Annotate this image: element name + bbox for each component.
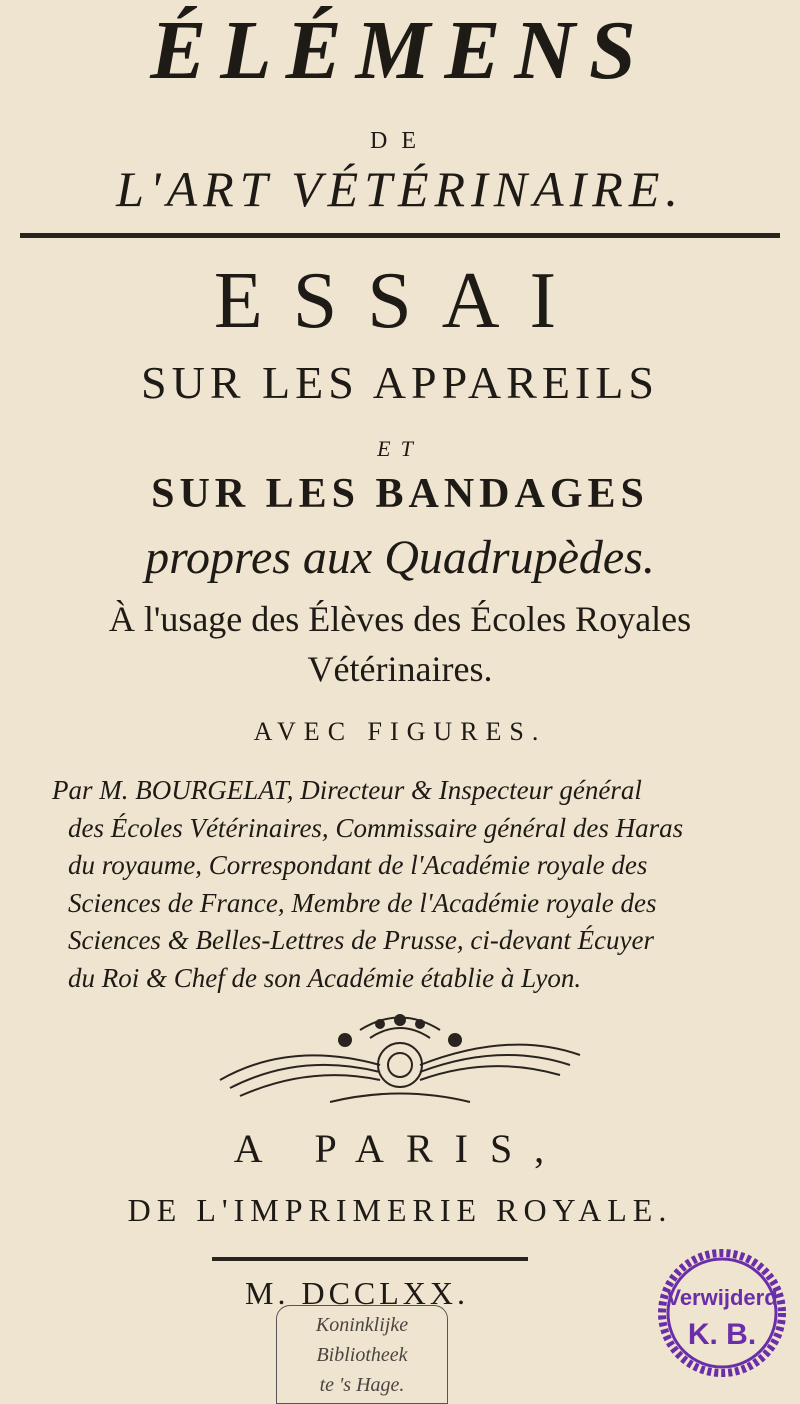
removed-stamp-line2: K. B. [687, 1318, 757, 1351]
author-line: Sciences de France, Membre de l'Académie royale des [68, 887, 657, 918]
line-bandages: SUR LES BANDAGES [151, 471, 649, 517]
title: ÉLÉMENS [150, 4, 650, 97]
year: M. DCCLXX. [245, 1275, 470, 1311]
place: A PARIS, [233, 1126, 567, 1171]
library-stamp [276, 1305, 448, 1404]
author-line: du Roi & Chef de son Académie établie à Lyon. [68, 962, 582, 993]
library-stamp-line: Bibliotheek [316, 1344, 408, 1366]
author-line: du royaume, Correspondant de l'Académie royale des [68, 850, 648, 880]
library-stamp-line: te 's Hage. [319, 1374, 405, 1396]
line-veterinaires: Vétérinaires. [307, 649, 493, 689]
line-propres: propres aux Quadrupèdes. [145, 531, 655, 584]
printer: DE L'IMPRIMERIE ROYALE. [127, 1192, 673, 1228]
removed-stamp-line1: Verwijderd [666, 1285, 778, 1310]
divider [212, 1257, 528, 1261]
author-line: des Écoles Vétérinaires, Commissaire général des Haras [68, 812, 684, 843]
title-de: DE [370, 128, 430, 154]
subtitle: L'ART VÉTÉRINAIRE. [116, 161, 684, 217]
author-line: Sciences & Belles-Lettres de Prusse, ci-devant Écuyer [68, 925, 655, 955]
author-line: Par M. BOURGELAT, Directeur & Inspecteur général [52, 775, 642, 805]
essai-heading: ESSAI [213, 257, 587, 345]
line-et: ET [377, 436, 423, 461]
line-usage: À l'usage des Élèves des Écoles Royales [108, 599, 692, 639]
line-figures: AVEC FIGURES. [253, 717, 547, 746]
printer-ornament-icon [210, 1010, 590, 1105]
removed-stamp-icon [654, 1245, 790, 1381]
divider [20, 233, 780, 238]
library-stamp-line: Koninklijke [315, 1314, 409, 1336]
line-appareils: SUR LES APPAREILS [141, 357, 659, 408]
author-paragraph [52, 772, 752, 997]
